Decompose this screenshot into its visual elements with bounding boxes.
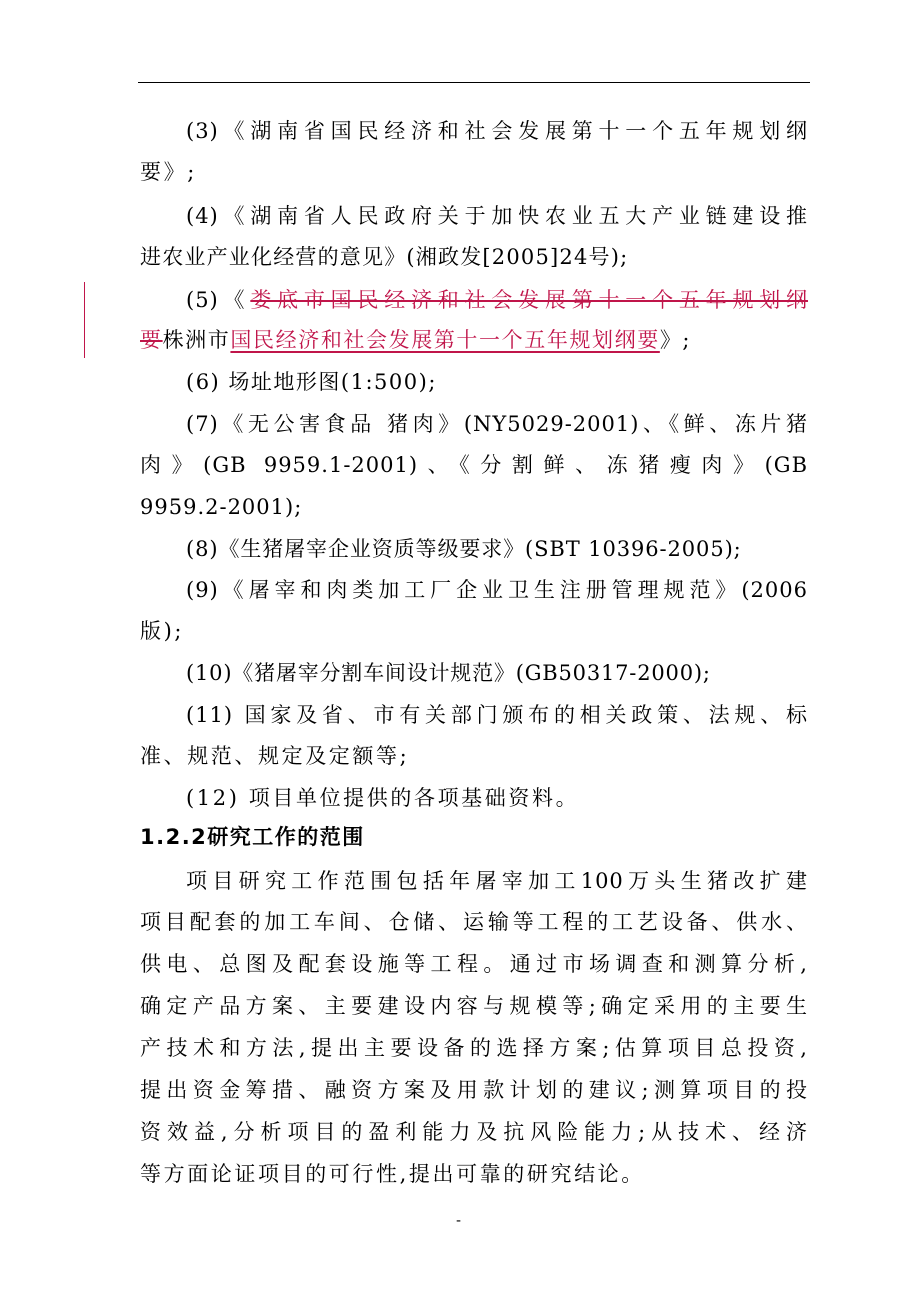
reference-5-line-1 (186, 285, 808, 315)
kept-text: 株洲市 (162, 328, 231, 352)
reference-4-line-2: 进农业产业化经营的意见》(湘政发[2005]24号); (140, 245, 629, 269)
reference-6: (6) 场址地形图(1:500); (186, 370, 437, 394)
reference-4-line-1: (4)《湖南省人民政府关于加快农业五大产业链建设推 (186, 204, 808, 228)
reference-10: (10)《猪屠宰分割车间设计规范》(GB50317-2000); (186, 661, 711, 685)
body-line-7: 资效益,分析项目的盈利能力及抗风险能力;从技术、经济 (140, 1120, 808, 1144)
body-line-6: 提出资金筹措、融资方案及用款计划的建议;测算项目的投 (140, 1078, 808, 1102)
deleted-text: 娄底市国民经济和社会发展第十一个五年规划纲 (250, 288, 809, 312)
reference-7-line-1: (7)《无公害食品 猪肉》(NY5029-2001)、《鲜、冻片猪 (186, 412, 808, 436)
reference-12: (12) 项目单位提供的各项基础资料。 (186, 786, 580, 810)
inserted-text: 国民经济和社会发展第十一个五年规划纲要 (230, 328, 660, 352)
header-rule (138, 82, 810, 83)
reference-5-suffix: 》; (659, 328, 692, 352)
body-line-3: 供电、总图及配套设施等工程。通过市场调查和测算分析, (140, 952, 808, 976)
reference-8: (8)《生猪屠宰企业资质等级要求》(SBT 10396-2005); (186, 537, 742, 561)
reference-11-line-2: 准、规范、规定及定额等; (140, 744, 410, 768)
section-heading: 1.2.2研究工作的范围 (140, 825, 365, 849)
revision-change-bar (84, 282, 85, 358)
body-line-5: 产技术和方法,提出主要设备的选择方案;估算项目总投资, (140, 1036, 808, 1060)
deleted-text-end: 要 (140, 328, 163, 352)
reference-5-prefix: (5)《 (186, 288, 251, 312)
body-line-1: 项目研究工作范围包括年屠宰加工100万头生猪改扩建 (186, 869, 808, 893)
body-line-8: 等方面论证项目的可行性,提出可靠的研究结论。 (140, 1162, 645, 1186)
reference-9-line-1: (9)《屠宰和肉类加工厂企业卫生注册管理规范》(2006 (186, 578, 808, 602)
reference-3-line-2: 要》; (140, 160, 197, 184)
reference-7-line-3: 9959.2-2001); (140, 495, 303, 519)
reference-9-line-2: 版); (140, 619, 185, 643)
page-footer-mark: - (456, 1213, 462, 1229)
reference-7-line-2: 肉》(GB 9959.1-2001)、《分割鲜、冻猪瘦肉》(GB (140, 453, 808, 477)
body-line-4: 确定产品方案、主要建设内容与规模等;确定采用的主要生 (140, 994, 808, 1018)
reference-3-line-1: (3)《湖南省国民经济和社会发展第十一个五年规划纲 (186, 119, 808, 143)
reference-5-line-2 (140, 325, 808, 355)
reference-11-line-1: (11) 国家及省、市有关部门颁布的相关政策、法规、标 (186, 703, 808, 727)
body-line-2: 项目配套的加工车间、仓储、运输等工程的工艺设备、供水、 (140, 910, 808, 934)
